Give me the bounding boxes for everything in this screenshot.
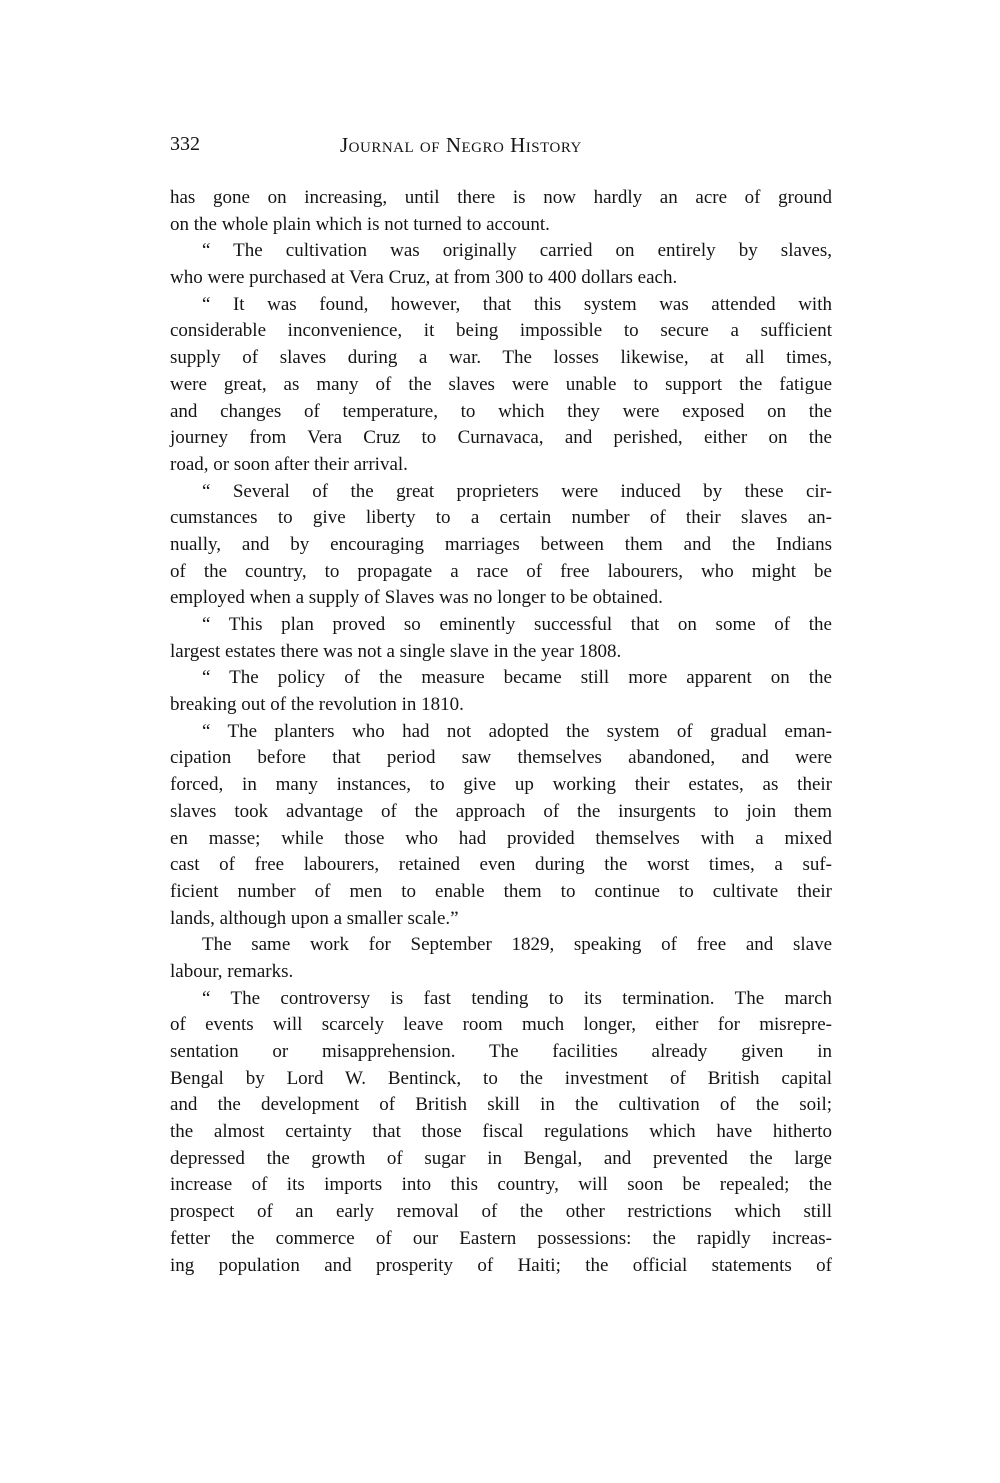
text-line: “ The policy of the measure became still more apparent on the: [202, 667, 832, 689]
text-line: employed when a supply of Slaves was no longer to be obtained.: [170, 587, 663, 609]
text-line: “ The planters who had not adopted the system of gradual eman-: [202, 720, 832, 742]
text-line: depressed the growth of sugar in Bengal, and prevented the large: [170, 1147, 832, 1169]
text-line: lands, although upon a smaller scale.”: [170, 907, 459, 929]
text-line: of the country, to propagate a race of free labourers, who might be: [170, 560, 832, 582]
text-line: forced, in many instances, to give up working their estates, as their: [170, 774, 832, 796]
text-line: who were purchased at Vera Cruz, at from 300 to 400 dollars each.: [170, 267, 678, 289]
text-line: supply of slaves during a war. The losses likewise, at all times,: [170, 347, 832, 369]
text-line: “ It was found, however, that this system was attended with: [202, 293, 832, 315]
text-line: the almost certainty that those fiscal regulations which have hitherto: [170, 1121, 832, 1143]
text-line: ing population and prosperity of Haiti; the official statements of: [170, 1254, 832, 1276]
text-line: has gone on increasing, until there is now hardly an acre of ground: [170, 187, 832, 208]
text-line: slaves took advantage of the approach of the insurgents to join them: [170, 800, 832, 822]
text-line: cast of free labourers, retained even during the worst times, a suf-: [170, 854, 832, 876]
text-line: “ Several of the great proprieters were induced by these cir-: [202, 480, 832, 502]
page-number: 332: [170, 133, 200, 155]
text-line: The same work for September 1829, speaking of free and slave: [202, 934, 832, 956]
text-line: fetter the commerce of our Eastern possessions: the rapidly increas-: [170, 1227, 832, 1249]
text-line: largest estates there was not a single slave in the year 1808.: [170, 640, 622, 662]
body-text: [170, 185, 832, 1279]
text-line: nually, and by encouraging marriages between them and the Indians: [170, 533, 832, 555]
text-line: road, or soon after their arrival.: [170, 453, 408, 475]
text-line: on the whole plain which is not turned to account.: [170, 213, 550, 235]
text-line: of events will scarcely leave room much longer, either for misrepre-: [170, 1014, 832, 1036]
text-line: breaking out of the revolution in 1810.: [170, 694, 464, 716]
text-line: prospect of an early removal of the other restrictions which still: [170, 1201, 832, 1223]
text-line: and the development of British skill in the cultivation of the soil;: [170, 1094, 832, 1116]
text-line: were great, as many of the slaves were unable to support the fatigue: [170, 373, 832, 395]
running-head: Journal of Negro History: [340, 133, 582, 157]
text-line: cipation before that period saw themselves abandoned, and were: [170, 747, 832, 769]
text-line: ficient number of men to enable them to continue to cultivate their: [170, 880, 832, 902]
text-line: labour, remarks.: [170, 960, 294, 982]
text-line: and changes of temperature, to which they were exposed on the: [170, 400, 832, 422]
text-line: “ This plan proved so eminently successful that on some of the: [202, 614, 832, 635]
text-line: cumstances to give liberty to a certain number of their slaves an-: [170, 507, 832, 529]
text-line: sentation or misapprehension. The facilities already given in: [170, 1041, 832, 1062]
text-line: “ The cultivation was originally carried on entirely by slaves,: [202, 240, 832, 262]
text-line: journey from Vera Cruz to Curnavaca, and perished, either on the: [170, 427, 832, 449]
text-line: Bengal by Lord W. Bentinck, to the investment of British capital: [170, 1067, 832, 1089]
text-line: en masse; while those who had provided themselves with a mixed: [170, 827, 832, 849]
text-line: considerable inconvenience, it being impossible to secure a sufficient: [170, 320, 832, 342]
text-line: increase of its imports into this country, will soon be repealed; the: [170, 1174, 832, 1196]
text-line: “ The controversy is fast tending to its termination. The march: [202, 987, 832, 1009]
